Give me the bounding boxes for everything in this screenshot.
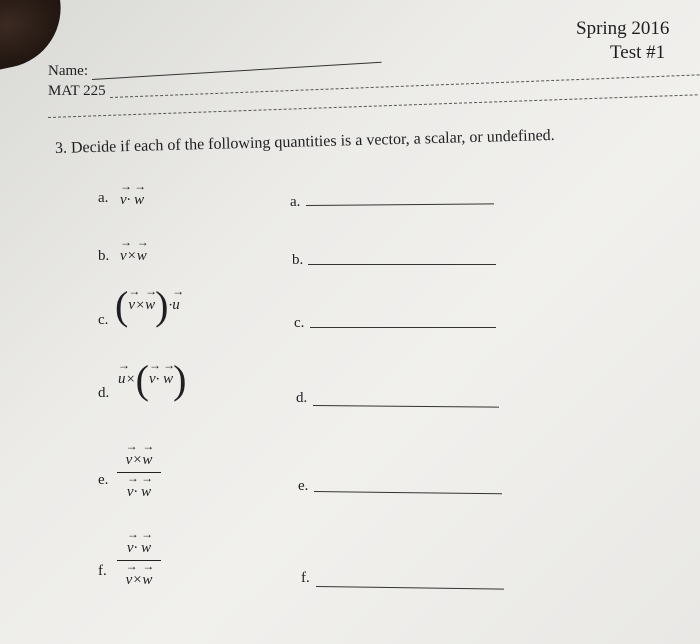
course-label: MAT 225 <box>48 83 106 99</box>
item-c-label: c. <box>98 312 109 328</box>
test-label: Test #1 <box>610 42 666 63</box>
fraction-bar <box>117 560 161 561</box>
answer-e-line[interactable] <box>314 491 502 494</box>
expr-d: → u×(→ v· → w) <box>118 360 186 400</box>
vec-v: → v <box>127 476 134 501</box>
answer-b-line[interactable] <box>308 264 496 265</box>
vec-w: → w <box>134 184 144 209</box>
answer-c-label: c. <box>294 315 305 331</box>
answer-b-label: b. <box>292 252 304 268</box>
answer-d-label: d. <box>296 390 308 406</box>
vec-u: → u <box>172 289 180 314</box>
vec-v: → v <box>127 532 134 557</box>
answer-d-line[interactable] <box>313 405 499 408</box>
vec-v: → v <box>120 240 127 265</box>
item-a-label: a. <box>98 190 109 206</box>
answer-f-label: f. <box>301 570 310 586</box>
vec-w: → w <box>137 240 147 265</box>
fraction-bar <box>117 472 161 473</box>
expr-b <box>120 240 147 265</box>
item-e-label: e. <box>98 472 109 488</box>
vec-v: → v <box>149 363 156 388</box>
vec-v: → v <box>126 444 133 469</box>
vec-w: → w <box>142 564 152 589</box>
name-label: Name: <box>48 63 88 79</box>
cross-op: × <box>132 572 143 588</box>
vec-v: → v <box>126 564 133 589</box>
answer-a-label: a. <box>290 194 301 210</box>
section-dashed-rule <box>48 94 698 118</box>
vec-u: → u <box>118 363 126 388</box>
vec-w: → w <box>145 289 155 314</box>
vec-v: → v <box>120 184 127 209</box>
answer-f-line[interactable] <box>316 586 504 590</box>
dot-op: · <box>133 540 138 556</box>
answer-a-line[interactable] <box>306 203 494 206</box>
cross-op: × <box>132 452 143 468</box>
term-label: Spring 2016 <box>576 18 670 39</box>
vec-w: → w <box>141 476 151 501</box>
header-dashed-rule <box>110 74 700 98</box>
answer-c-line[interactable] <box>310 327 496 328</box>
vec-w: → w <box>142 444 152 469</box>
dot-op: · <box>168 297 173 314</box>
vec-w: → w <box>141 532 151 557</box>
question-text: 3. Decide if each of the following quantities is a vector, a scalar, or undefined. <box>54 126 555 157</box>
dot-op: · <box>155 371 160 388</box>
expr-c: (→ v×→ w)·→ u <box>115 286 180 326</box>
item-f-label: f. <box>98 563 107 579</box>
answer-e-label: e. <box>298 478 309 494</box>
vec-v: → v <box>128 289 135 314</box>
expr-e <box>117 444 161 501</box>
name-line[interactable] <box>92 62 382 80</box>
expr-f <box>117 532 161 589</box>
vec-w: → w <box>163 363 173 388</box>
item-d-label: d. <box>98 385 110 401</box>
dot-op: · <box>133 484 138 500</box>
item-b-label: b. <box>98 248 110 264</box>
cross-op: × <box>126 248 137 264</box>
cross-op: × <box>125 371 136 388</box>
dot-op: · <box>126 192 131 208</box>
expr-a <box>120 184 144 209</box>
cross-op: × <box>135 297 146 314</box>
